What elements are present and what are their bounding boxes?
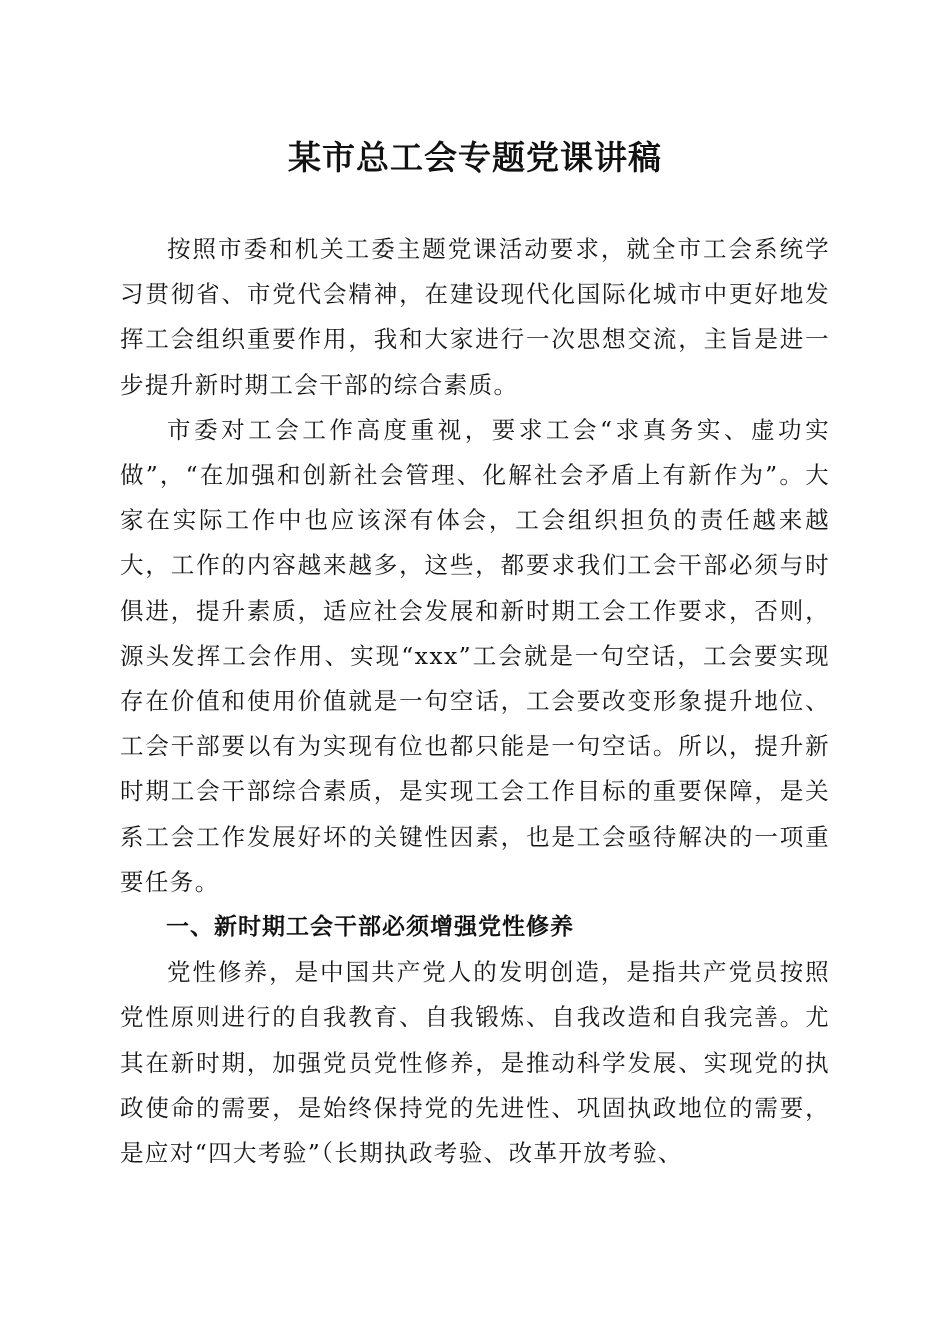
- section-heading: 一、新时期工会干部必须增强党性修养: [166, 914, 574, 941]
- context-paragraph: 市委对工会工作高度重视，要求工会“求真务实、虚功实做”，“在加强和创新社会管理、化解社会矛盾上有新作为”。大家在实际工作中也应该深有体会，工会组织担负的责任越来越大，工作的内容越来越多，这些，都要求我们工会干部必须与时俱进，提升素质，适应社会发展和新时期工会工作要求，否则，源头发挥工会作用、实现“xxx”工会就是一句空话，工会要实现存在价值和使用价值就是一句空话，工会要改变形象提升地位、工会干部要以有为实现有位也都只能是一句空话。所以，提升新时期工会干部综合素质，是实现工会工作目标的重要保障，是关系工会工作发展好坏的关键性因素，也是工会亟待解决的一项重要任务。: [120, 415, 830, 896]
- section-paragraph: 党性修养，是中国共产党人的发明创造，是指共产党员按照党性原则进行的自我教育、自我锻炼、自我改造和自我完善。尤其在新时期，加强党员党性修养，是推动科学发展、实现党的执政使命的需要，是始终保持党的先进性、巩固执政地位的需要，是应对“四大考验”（长期执政考验、改革开放考验、: [120, 958, 830, 1168]
- intro-paragraph: 按照市委和机关工委主题党课活动要求，就全市工会系统学习贯彻省、市党代会精神，在建设现代化国际化城市中更好地发挥工会组织重要作用，我和大家进行一次思想交流，主旨是进一步提升新时期工会干部的综合素质。: [120, 235, 830, 399]
- document-body: [120, 227, 830, 1176]
- document-title: 某市总工会专题党课讲稿: [288, 138, 662, 177]
